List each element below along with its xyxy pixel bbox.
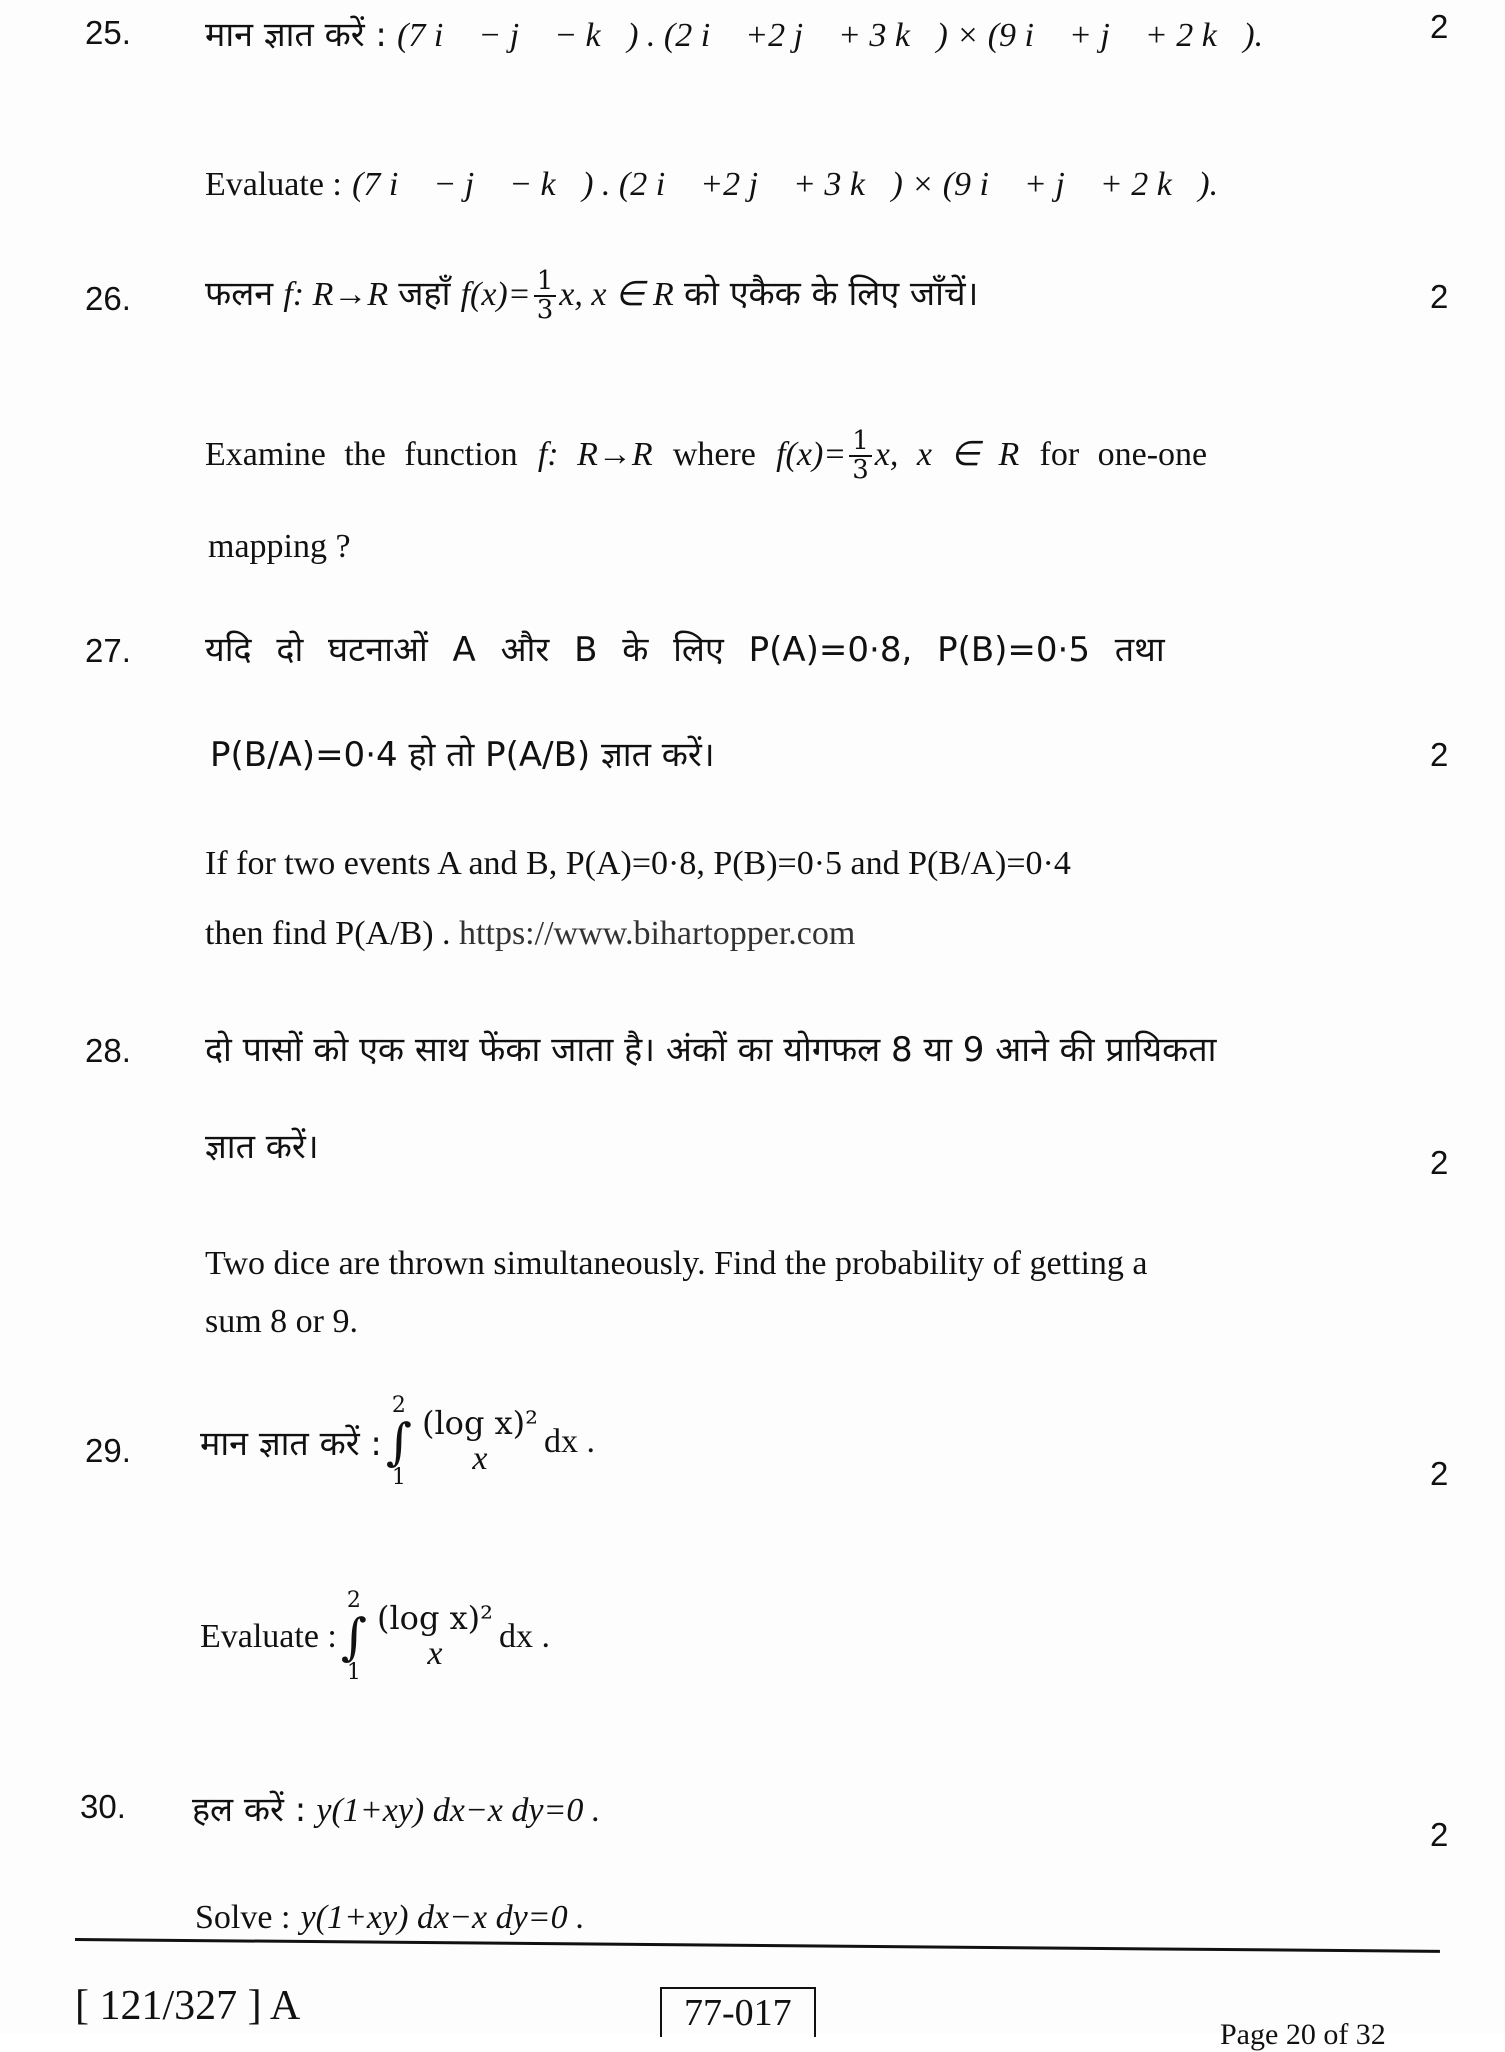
english-label: Evaluate : [205, 166, 342, 203]
marks: 2 [1430, 1455, 1449, 1492]
question-number: 27. [85, 632, 131, 669]
q27-english-line2 [205, 915, 855, 953]
marks: 2 [1430, 1816, 1449, 1853]
footer-divider [75, 1938, 1440, 1953]
text: where [672, 435, 756, 473]
q30-hindi [192, 1785, 600, 1831]
question-number: 28. [85, 1032, 131, 1069]
denominator: 3 [852, 455, 869, 486]
lower-limit: 1 [346, 1660, 361, 1685]
upper-limit: 2 [391, 1393, 406, 1418]
denominator: x [472, 1439, 488, 1477]
numerator: (log x)² [376, 1599, 493, 1638]
integrand [374, 1599, 496, 1672]
integral [341, 1590, 367, 1684]
question-number: 26. [85, 280, 131, 317]
marks: 2 [1430, 278, 1449, 315]
q30-english [195, 1898, 585, 1937]
numerator: 1 [849, 428, 872, 457]
text: जहाँ [398, 273, 451, 314]
expression: (7 i⃗ − j⃗ − k⃗) . (2 i⃗ +2 j⃗ + 3 k⃗) × (9 i⃗ + j⃗ + 2 k⃗). [352, 166, 1219, 203]
integral-sign: ∫ [340, 1608, 367, 1666]
fraction [849, 428, 872, 485]
hindi-label: मान ज्ञात करें : [205, 15, 387, 55]
text: Solve : [195, 1899, 291, 1936]
denominator: x [427, 1634, 443, 1672]
expression: (7 i⃗ − j⃗ − k⃗) . (2 i⃗ +2 j⃗ + 3 k⃗) × (9 i⃗ + j⃗ + 2 k⃗). [397, 17, 1264, 54]
marks: 2 [1430, 8, 1449, 45]
equation: y(1+xy) dx−x dy=0 . [316, 1792, 601, 1829]
paper-code: [ 121/327 ] A [75, 1983, 301, 2029]
q26-hindi [205, 268, 978, 325]
math: x, x ∈ R [874, 435, 1020, 473]
q29-english [200, 1590, 550, 1684]
text: for one-one [1039, 435, 1208, 473]
q26-english [205, 428, 1207, 485]
q29-hindi [200, 1395, 595, 1489]
q27-hindi-line1: यदि दो घटनाओं A और B के लिए P(A)=0·8, P(B)=0·5 तथा [205, 630, 1165, 670]
math: f(x)= [460, 275, 531, 313]
text: dx . [543, 1423, 595, 1460]
text: मान ज्ञात करें : [200, 1424, 382, 1464]
question-number: 30. [80, 1788, 126, 1825]
equation: y(1+xy) dx−x dy=0 . [300, 1899, 585, 1936]
numerator: 1 [534, 268, 557, 297]
q28-english-line2: sum 8 or 9. [205, 1303, 358, 1340]
question-number: 29. [85, 1432, 131, 1469]
text: dx . [498, 1618, 550, 1655]
math: f(x)= [776, 435, 847, 473]
integrand [419, 1404, 541, 1477]
math: x, x ∈ R [559, 275, 674, 313]
q27-english-line1: If for two events A and B, P(A)=0·8, P(B)=0·5 and P(B/A)=0·4 [205, 845, 1071, 882]
math: f: R→R [537, 435, 653, 473]
q28-hindi-line1: दो पासों को एक साथ फेंका जाता है। अंकों का योगफल 8 या 9 आने की प्रायिकता [205, 1030, 1217, 1070]
text: फलन [205, 273, 274, 314]
integral [386, 1395, 412, 1489]
series-box: 77-017 [660, 1987, 816, 2037]
denominator: 3 [536, 295, 554, 326]
q28-english-line1: Two dice are thrown simultaneously. Find the probability of getting a [205, 1245, 1148, 1282]
q28-hindi-line2: ज्ञात करें। [205, 1127, 319, 1167]
q25-english [205, 165, 1218, 204]
upper-limit: 2 [346, 1588, 361, 1613]
text: Examine the function [205, 435, 518, 473]
q26-english-line2: mapping ? [208, 528, 351, 565]
text: Evaluate : [200, 1618, 337, 1655]
numerator: (log x)² [421, 1404, 538, 1443]
watermark-url: https://www.bihartopper.com [459, 915, 856, 952]
marks: 2 [1430, 1144, 1449, 1181]
q27-hindi-line2: P(B/A)=0·4 हो तो P(A/B) ज्ञात करें। [210, 735, 715, 775]
question-number: 25. [85, 14, 131, 51]
lower-limit: 1 [391, 1465, 406, 1490]
text: then find P(A/B) . [205, 915, 451, 952]
q25-hindi [205, 10, 1263, 56]
text: को एकैक के लिए जाँचें। [683, 273, 979, 314]
integral-sign: ∫ [385, 1413, 412, 1471]
marks: 2 [1430, 736, 1449, 773]
fraction [534, 268, 557, 325]
page-number: Page 20 of 32 [1220, 2018, 1386, 2051]
math: f: R→R [283, 275, 389, 313]
text: हल करें : [192, 1790, 307, 1830]
